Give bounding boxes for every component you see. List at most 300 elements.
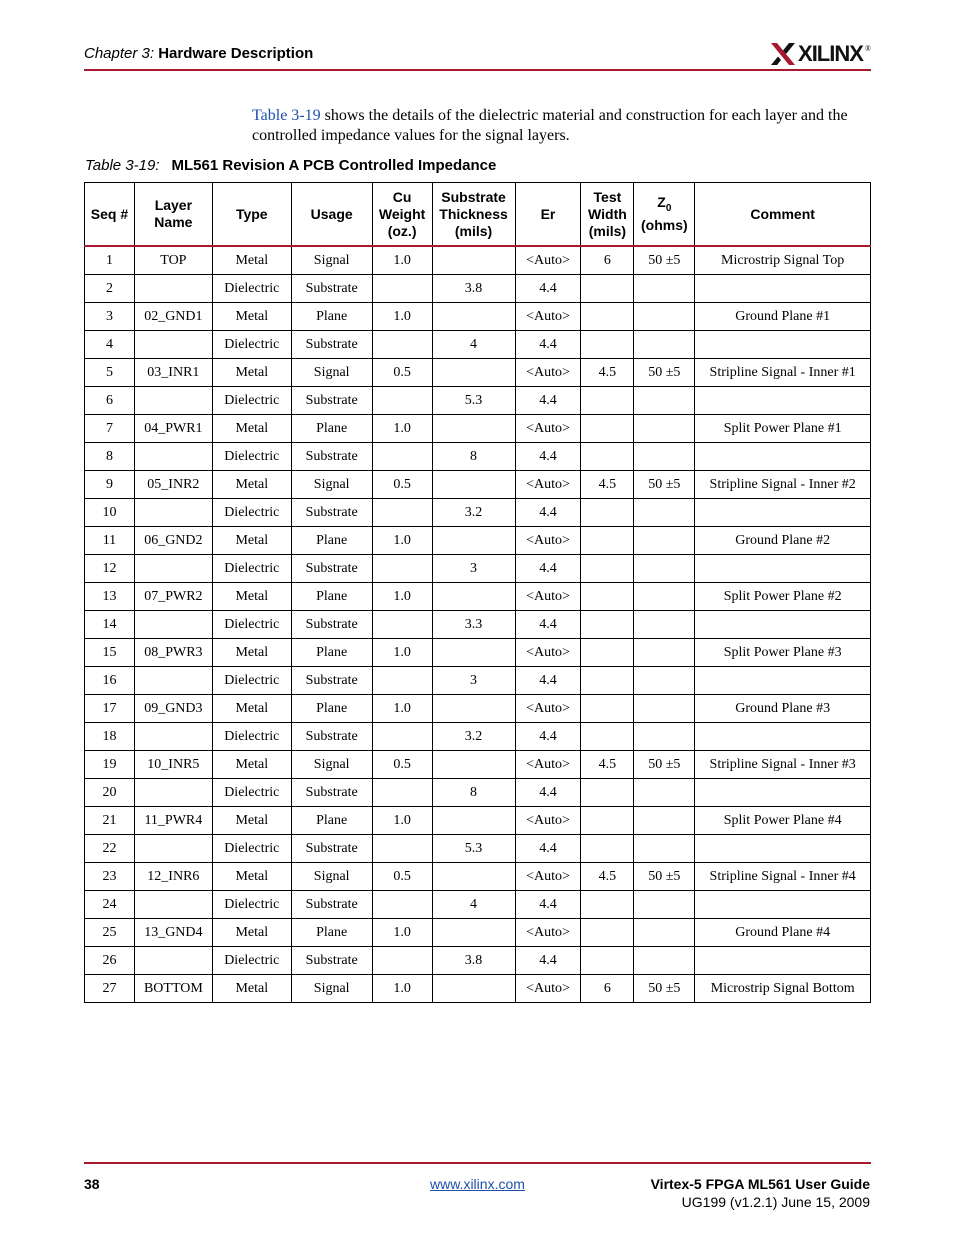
cell-test-width: [581, 303, 634, 331]
cell-z0: 50 ±5: [634, 751, 695, 779]
cell-test-width: [581, 667, 634, 695]
cell-type: Dielectric: [212, 611, 291, 639]
cell-seq: 12: [85, 555, 135, 583]
cell-layer-name: [134, 275, 212, 303]
cell-usage: Substrate: [291, 891, 372, 919]
cell-z0: 50 ±5: [634, 359, 695, 387]
cell-type: Metal: [212, 415, 291, 443]
cell-substrate-thickness: 8: [432, 779, 515, 807]
cell-cu-weight: [372, 387, 432, 415]
cell-cu-weight: 1.0: [372, 807, 432, 835]
cell-cu-weight: 1.0: [372, 639, 432, 667]
cell-seq: 17: [85, 695, 135, 723]
table-row: [85, 807, 871, 835]
cell-er: <Auto>: [515, 919, 581, 947]
cell-er: 4.4: [515, 555, 581, 583]
cell-z0: [634, 947, 695, 975]
cell-layer-name: [134, 555, 212, 583]
logo-registered: ®: [864, 43, 871, 53]
cell-usage: Plane: [291, 695, 372, 723]
cell-substrate-thickness: [432, 246, 515, 275]
table-row: [85, 947, 871, 975]
cell-layer-name: 11_PWR4: [134, 807, 212, 835]
cell-substrate-thickness: 5.3: [432, 835, 515, 863]
cell-z0: [634, 807, 695, 835]
cell-substrate-thickness: [432, 415, 515, 443]
cell-z0: 50 ±5: [634, 246, 695, 275]
cell-substrate-thickness: 3.2: [432, 723, 515, 751]
cell-substrate-thickness: [432, 919, 515, 947]
cell-comment: [695, 611, 871, 639]
cell-layer-name: BOTTOM: [134, 975, 212, 1003]
cell-substrate-thickness: 5.3: [432, 387, 515, 415]
cell-seq: 13: [85, 583, 135, 611]
cell-z0: 50 ±5: [634, 863, 695, 891]
cell-layer-name: [134, 667, 212, 695]
cell-layer-name: 07_PWR2: [134, 583, 212, 611]
cell-substrate-thickness: [432, 863, 515, 891]
cell-usage: Plane: [291, 583, 372, 611]
cell-type: Metal: [212, 359, 291, 387]
cell-seq: 23: [85, 863, 135, 891]
cell-substrate-thickness: [432, 695, 515, 723]
cell-type: Dielectric: [212, 499, 291, 527]
cell-z0: [634, 387, 695, 415]
cell-seq: 21: [85, 807, 135, 835]
cell-comment: [695, 835, 871, 863]
table-row: [85, 919, 871, 947]
cell-er: 4.4: [515, 611, 581, 639]
table-row: [85, 611, 871, 639]
cell-type: Dielectric: [212, 555, 291, 583]
cell-usage: Substrate: [291, 667, 372, 695]
cell-test-width: [581, 275, 634, 303]
cell-usage: Substrate: [291, 499, 372, 527]
cell-er: 4.4: [515, 779, 581, 807]
cell-er: 4.4: [515, 443, 581, 471]
cell-layer-name: [134, 779, 212, 807]
cell-er: 4.4: [515, 947, 581, 975]
cell-comment: Stripline Signal - Inner #3: [695, 751, 871, 779]
cell-usage: Substrate: [291, 835, 372, 863]
cell-usage: Substrate: [291, 723, 372, 751]
table-body: [85, 246, 871, 1003]
cell-layer-name: 03_INR1: [134, 359, 212, 387]
cell-comment: [695, 723, 871, 751]
cell-usage: Plane: [291, 303, 372, 331]
cell-substrate-thickness: [432, 807, 515, 835]
cell-er: 4.4: [515, 499, 581, 527]
cell-seq: 15: [85, 639, 135, 667]
cell-cu-weight: [372, 275, 432, 303]
cell-z0: [634, 527, 695, 555]
table-row: [85, 751, 871, 779]
cell-er: <Auto>: [515, 246, 581, 275]
cell-test-width: [581, 807, 634, 835]
cell-seq: 3: [85, 303, 135, 331]
cell-er: <Auto>: [515, 527, 581, 555]
cell-er: <Auto>: [515, 359, 581, 387]
cell-layer-name: [134, 387, 212, 415]
cell-usage: Signal: [291, 246, 372, 275]
cell-type: Dielectric: [212, 331, 291, 359]
cell-seq: 24: [85, 891, 135, 919]
cell-layer-name: [134, 611, 212, 639]
cell-er: <Auto>: [515, 583, 581, 611]
cell-type: Metal: [212, 975, 291, 1003]
cell-cu-weight: 1.0: [372, 246, 432, 275]
cell-substrate-thickness: 3.3: [432, 611, 515, 639]
cell-substrate-thickness: 3.8: [432, 947, 515, 975]
table-row: [85, 499, 871, 527]
cell-comment: [695, 275, 871, 303]
cell-test-width: 4.5: [581, 471, 634, 499]
cell-layer-name: 02_GND1: [134, 303, 212, 331]
cell-er: <Auto>: [515, 863, 581, 891]
cell-cu-weight: [372, 891, 432, 919]
cell-type: Dielectric: [212, 443, 291, 471]
cell-seq: 11: [85, 527, 135, 555]
cell-layer-name: 10_INR5: [134, 751, 212, 779]
cell-type: Metal: [212, 919, 291, 947]
cell-er: <Auto>: [515, 415, 581, 443]
cell-cu-weight: 0.5: [372, 751, 432, 779]
page-number: 38: [84, 1176, 100, 1192]
document-id: UG199 (v1.2.1) June 15, 2009: [681, 1194, 870, 1210]
table-row: [85, 387, 871, 415]
cell-test-width: [581, 947, 634, 975]
cell-z0: [634, 611, 695, 639]
header-test-width: Test Width (mils): [581, 183, 634, 247]
cell-layer-name: 09_GND3: [134, 695, 212, 723]
table-row: [85, 555, 871, 583]
header-layer-name: Layer Name: [134, 183, 212, 247]
xilinx-mark-icon: [770, 41, 796, 67]
table-row: [85, 863, 871, 891]
cell-er: <Auto>: [515, 303, 581, 331]
cell-test-width: [581, 331, 634, 359]
cell-layer-name: 13_GND4: [134, 919, 212, 947]
cell-usage: Plane: [291, 919, 372, 947]
guide-title: Virtex-5 FPGA ML561 User Guide: [650, 1176, 870, 1192]
cell-test-width: 4.5: [581, 359, 634, 387]
cell-cu-weight: [372, 779, 432, 807]
table-row: [85, 415, 871, 443]
cell-er: <Auto>: [515, 471, 581, 499]
cell-comment: Split Power Plane #4: [695, 807, 871, 835]
table-row: [85, 667, 871, 695]
table-row: [85, 303, 871, 331]
cell-seq: 26: [85, 947, 135, 975]
cell-er: <Auto>: [515, 807, 581, 835]
cell-z0: [634, 695, 695, 723]
cell-test-width: [581, 723, 634, 751]
header-rule: [84, 69, 871, 71]
cell-layer-name: [134, 331, 212, 359]
cell-cu-weight: [372, 443, 432, 471]
cell-type: Metal: [212, 639, 291, 667]
cell-z0: [634, 919, 695, 947]
cell-cu-weight: [372, 723, 432, 751]
cell-seq: 18: [85, 723, 135, 751]
cell-er: 4.4: [515, 723, 581, 751]
cell-comment: Ground Plane #2: [695, 527, 871, 555]
cell-usage: Signal: [291, 751, 372, 779]
cell-er: 4.4: [515, 387, 581, 415]
cell-type: Metal: [212, 695, 291, 723]
cell-comment: Stripline Signal - Inner #2: [695, 471, 871, 499]
table-row: [85, 583, 871, 611]
cell-test-width: [581, 443, 634, 471]
cell-cu-weight: [372, 611, 432, 639]
cell-er: <Auto>: [515, 639, 581, 667]
cell-usage: Substrate: [291, 387, 372, 415]
header-type: Type: [212, 183, 291, 247]
cell-z0: [634, 443, 695, 471]
header-seq: Seq #: [85, 183, 135, 247]
cell-test-width: [581, 415, 634, 443]
impedance-table: [84, 182, 871, 1003]
cell-cu-weight: 1.0: [372, 303, 432, 331]
cell-seq: 6: [85, 387, 135, 415]
cell-comment: Ground Plane #1: [695, 303, 871, 331]
cell-z0: [634, 555, 695, 583]
cell-comment: Split Power Plane #1: [695, 415, 871, 443]
cell-type: Metal: [212, 246, 291, 275]
chapter-label: Chapter 3:: [84, 45, 155, 62]
cell-er: 4.4: [515, 835, 581, 863]
logo-text: XILINX: [798, 41, 863, 66]
cell-z0: [634, 415, 695, 443]
cell-substrate-thickness: 4: [432, 891, 515, 919]
cell-test-width: 6: [581, 975, 634, 1003]
cell-comment: [695, 891, 871, 919]
cell-z0: [634, 583, 695, 611]
cell-comment: Ground Plane #3: [695, 695, 871, 723]
cell-usage: Signal: [291, 471, 372, 499]
cell-layer-name: 08_PWR3: [134, 639, 212, 667]
cell-comment: Split Power Plane #3: [695, 639, 871, 667]
cell-z0: [634, 667, 695, 695]
cell-type: Dielectric: [212, 387, 291, 415]
cell-cu-weight: [372, 947, 432, 975]
cell-seq: 20: [85, 779, 135, 807]
cell-seq: 1: [85, 246, 135, 275]
cell-test-width: [581, 611, 634, 639]
caption-label: Table 3-19:: [85, 157, 160, 174]
cell-substrate-thickness: 8: [432, 443, 515, 471]
cell-substrate-thickness: [432, 471, 515, 499]
cell-usage: Substrate: [291, 947, 372, 975]
cell-er: 4.4: [515, 331, 581, 359]
cell-usage: Substrate: [291, 443, 372, 471]
cell-comment: Microstrip Signal Bottom: [695, 975, 871, 1003]
cell-usage: Substrate: [291, 275, 372, 303]
cell-cu-weight: 1.0: [372, 583, 432, 611]
cell-layer-name: [134, 723, 212, 751]
table-link[interactable]: Table 3-19: [252, 107, 321, 124]
cell-comment: Microstrip Signal Top: [695, 246, 871, 275]
cell-type: Dielectric: [212, 723, 291, 751]
footer-rule: [84, 1162, 871, 1164]
table-row: [85, 835, 871, 863]
cell-comment: [695, 555, 871, 583]
cell-test-width: [581, 387, 634, 415]
cell-z0: [634, 639, 695, 667]
header-comment: Comment: [695, 183, 871, 247]
cell-seq: 4: [85, 331, 135, 359]
cell-type: Metal: [212, 863, 291, 891]
cell-type: Metal: [212, 303, 291, 331]
cell-comment: [695, 331, 871, 359]
cell-er: 4.4: [515, 667, 581, 695]
cell-usage: Signal: [291, 975, 372, 1003]
cell-test-width: [581, 835, 634, 863]
cell-z0: [634, 835, 695, 863]
xilinx-logo: [770, 40, 871, 68]
cell-layer-name: [134, 947, 212, 975]
cell-test-width: [581, 527, 634, 555]
cell-seq: 10: [85, 499, 135, 527]
cell-cu-weight: 0.5: [372, 863, 432, 891]
cell-seq: 27: [85, 975, 135, 1003]
table-header-row: [85, 183, 871, 247]
cell-layer-name: [134, 499, 212, 527]
cell-type: Metal: [212, 751, 291, 779]
cell-er: 4.4: [515, 891, 581, 919]
cell-test-width: [581, 555, 634, 583]
cell-test-width: [581, 695, 634, 723]
cell-seq: 16: [85, 667, 135, 695]
table-row: [85, 275, 871, 303]
cell-comment: Stripline Signal - Inner #4: [695, 863, 871, 891]
website-link[interactable]: www.xilinx.com: [430, 1176, 525, 1192]
cell-layer-name: [134, 891, 212, 919]
table-row: [85, 527, 871, 555]
cell-cu-weight: 0.5: [372, 359, 432, 387]
cell-substrate-thickness: 3.2: [432, 499, 515, 527]
cell-er: 4.4: [515, 275, 581, 303]
cell-substrate-thickness: 3: [432, 555, 515, 583]
cell-test-width: 4.5: [581, 863, 634, 891]
cell-z0: 50 ±5: [634, 471, 695, 499]
cell-usage: Substrate: [291, 555, 372, 583]
table-row: [85, 723, 871, 751]
cell-type: Dielectric: [212, 275, 291, 303]
cell-er: <Auto>: [515, 975, 581, 1003]
cell-seq: 2: [85, 275, 135, 303]
cell-type: Dielectric: [212, 947, 291, 975]
cell-usage: Substrate: [291, 611, 372, 639]
cell-substrate-thickness: [432, 583, 515, 611]
cell-z0: [634, 331, 695, 359]
intro-paragraph: [252, 106, 872, 146]
cell-type: Metal: [212, 583, 291, 611]
cell-usage: Plane: [291, 527, 372, 555]
cell-cu-weight: [372, 331, 432, 359]
cell-seq: 14: [85, 611, 135, 639]
cell-z0: [634, 275, 695, 303]
cell-comment: [695, 387, 871, 415]
cell-layer-name: TOP: [134, 246, 212, 275]
cell-type: Metal: [212, 807, 291, 835]
cell-substrate-thickness: [432, 751, 515, 779]
cell-seq: 7: [85, 415, 135, 443]
cell-type: Dielectric: [212, 891, 291, 919]
cell-z0: [634, 303, 695, 331]
cell-z0: [634, 723, 695, 751]
cell-cu-weight: 1.0: [372, 919, 432, 947]
cell-test-width: 4.5: [581, 751, 634, 779]
cell-substrate-thickness: 3: [432, 667, 515, 695]
cell-test-width: [581, 891, 634, 919]
header-er: Er: [515, 183, 581, 247]
cell-cu-weight: 1.0: [372, 527, 432, 555]
cell-type: Metal: [212, 471, 291, 499]
cell-comment: [695, 779, 871, 807]
cell-substrate-thickness: [432, 527, 515, 555]
cell-seq: 25: [85, 919, 135, 947]
cell-cu-weight: 1.0: [372, 415, 432, 443]
cell-substrate-thickness: [432, 359, 515, 387]
cell-substrate-thickness: [432, 303, 515, 331]
cell-substrate-thickness: [432, 639, 515, 667]
cell-usage: Substrate: [291, 779, 372, 807]
cell-z0: 50 ±5: [634, 975, 695, 1003]
cell-seq: 19: [85, 751, 135, 779]
table-row: [85, 246, 871, 275]
cell-test-width: [581, 779, 634, 807]
cell-er: <Auto>: [515, 695, 581, 723]
cell-layer-name: 05_INR2: [134, 471, 212, 499]
cell-cu-weight: [372, 835, 432, 863]
cell-layer-name: [134, 443, 212, 471]
cell-z0: [634, 499, 695, 527]
header-substrate-thickness: Substrate Thickness (mils): [432, 183, 515, 247]
cell-cu-weight: [372, 667, 432, 695]
cell-test-width: [581, 583, 634, 611]
cell-usage: Substrate: [291, 331, 372, 359]
cell-comment: Ground Plane #4: [695, 919, 871, 947]
cell-seq: 9: [85, 471, 135, 499]
cell-type: Dielectric: [212, 667, 291, 695]
header-usage: Usage: [291, 183, 372, 247]
cell-type: Dielectric: [212, 779, 291, 807]
cell-seq: 5: [85, 359, 135, 387]
cell-layer-name: 06_GND2: [134, 527, 212, 555]
table-caption: [85, 157, 496, 174]
cell-test-width: 6: [581, 246, 634, 275]
cell-test-width: [581, 499, 634, 527]
table-row: [85, 359, 871, 387]
page-header: [84, 40, 871, 70]
cell-layer-name: 12_INR6: [134, 863, 212, 891]
table-row: [85, 331, 871, 359]
cell-cu-weight: 1.0: [372, 975, 432, 1003]
cell-layer-name: [134, 835, 212, 863]
cell-z0: [634, 779, 695, 807]
cell-substrate-thickness: [432, 975, 515, 1003]
cell-usage: Plane: [291, 639, 372, 667]
cell-comment: [695, 443, 871, 471]
cell-z0: [634, 891, 695, 919]
table-row: [85, 891, 871, 919]
cell-test-width: [581, 639, 634, 667]
table-row: [85, 975, 871, 1003]
caption-title: ML561 Revision A PCB Controlled Impedance: [171, 157, 497, 174]
cell-test-width: [581, 919, 634, 947]
cell-comment: [695, 947, 871, 975]
